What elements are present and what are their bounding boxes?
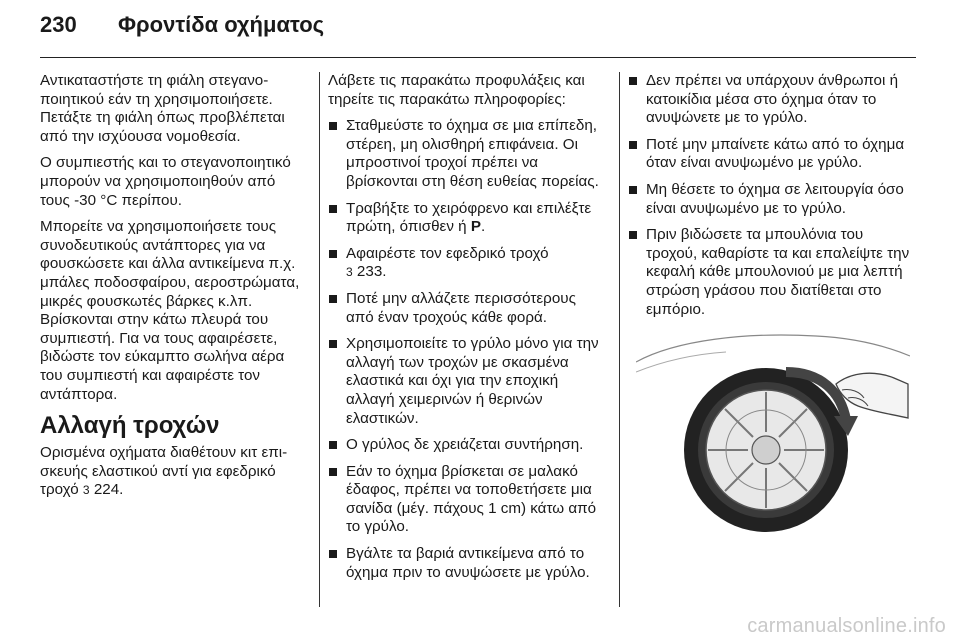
list-item: Εάν το όχημα βρίσκεται σε μαλακό έδαφος, πρέπει να τοποθετήσετε μια σανίδα (μέγ. πάχους 1 cm) κάτω από το γρύλο. [328,463,606,537]
wheel-illustration-svg [636,332,910,532]
paragraph: Αντικαταστήστε τη φιάλη στεγανοποιητικού εάν τη χρησιμοποιήσετε. Πετάξτε τη φιάλη όπως προβλέπεται από την ισχύουσα νομοθεσία. [40,72,285,145]
watermark: carmanualsonline.info [747,615,946,637]
paragraph [40,444,308,500]
list-item: Ο γρύλος δε χρειάζεται συντήρηση. [328,436,606,455]
list-item: Χρησιμοποιείτε το γρύλο μόνο για την αλλαγή των τροχών με σκασμένα ελαστικά και όχι για την εποχική αλλαγή χειμερινών ή θερινών ελαστικών. [328,335,606,428]
list-item: Πριν βιδώσετε τα μπουλόνια του τροχού, καθαρίστε τα και επαλείψτε την κεφαλή κάθε μπουλονιού με μια λεπτή στρώση γράσου που διατίθεται στο εμπόριο. [628,226,918,319]
paragraph-text: Ορισμένα οχήματα διαθέτουν κιτ επισκευής ελαστικού αντί για εφεδρικό τροχό [40,444,288,499]
page-ref-link[interactable]: 233. [356,263,387,281]
list-item-end: . [480,218,486,236]
wheel-cover-removal-illustration [636,332,910,532]
list-item: Ποτέ μην αλλάζετε περισσότερους από έναν τροχούς κάθε φορά. [328,290,606,327]
list-item: Μη θέσετε το όχημα σε λειτουργία όσο είναι ανυψωμένο με το γρύλο. [628,181,918,218]
page-ref-link[interactable]: 224. [93,481,124,499]
bullet-list [628,72,918,319]
page-ref-arrow-icon: 3 [346,265,353,280]
list-item: Δεν πρέπει να υπάρχουν άνθρωποι ή κατοικίδια μέσα στο όχημα όταν το ανυψώνετε με το γρύλο. [628,72,918,128]
gear-position-p: P [470,218,481,236]
list-item: Ποτέ μην μπαίνετε κάτω από το όχημα όταν είναι ανυψωμένο με γρύλο. [628,136,918,173]
header-divider [40,57,916,58]
list-item-text: Τραβήξτε το χειρόφρενο και επιλέξτε πρώτη, όπισθεν ή [346,199,592,236]
paragraph: Ο συμπιεστής και το στεγανοποιητικό μπορούν να χρησιμοποιηθούν από τους -30 °C περίπου. [40,154,291,209]
page-header [0,0,960,58]
bullet-list [328,117,606,582]
column-divider [319,72,320,607]
column-3 [628,72,918,327]
paragraph: Λάβετε τις παρακάτω προφυλάξεις και τηρείτε τις παρακάτω πληροφορίες: [328,72,585,108]
page-title: Φροντίδα οχήματος [118,12,325,37]
page-ref-arrow-icon: 3 [82,483,90,498]
list-item-text: Αφαιρέστε τον εφεδρικό τροχό [346,244,549,262]
list-item: Σταθμεύστε το όχημα σε μια επίπεδη, στέρεη, μη ολισθηρή επιφάνεια. Οι μπροστινοί τροχοί πρέπει να βρίσκονται στη θέση ευθείας πορείας. [328,117,606,191]
list-item [328,200,606,237]
list-item [328,245,606,282]
paragraph: Μπορείτε να χρησιμοποιήσετε τους συνοδευτικούς αντάπτορες για να φουσκώσετε και άλλα αντικείμενα π.χ. μπάλες ποδοσφαίρου, αεροστρώματα, μικρές φουσκωτές βάρκες κ.λπ. Βρίσκονται στην κάτω πλευρά του συμπιεστή. Για να τους αφαιρέσετε, βιδώστε τον εύκαμπτο σωλήνα αέρα του συμπιεστή και αφαιρέστε τον αντάπτορα. [40,218,300,403]
column-divider [619,72,620,607]
column-1 [40,72,308,508]
page-number: 230 [40,12,77,37]
list-item: Βγάλτε τα βαριά αντικείμενα από το όχημα πριν το ανυψώσετε με γρύλο. [328,545,606,582]
section-heading: Αλλαγή τροχών [40,412,220,440]
column-2 [328,72,606,590]
